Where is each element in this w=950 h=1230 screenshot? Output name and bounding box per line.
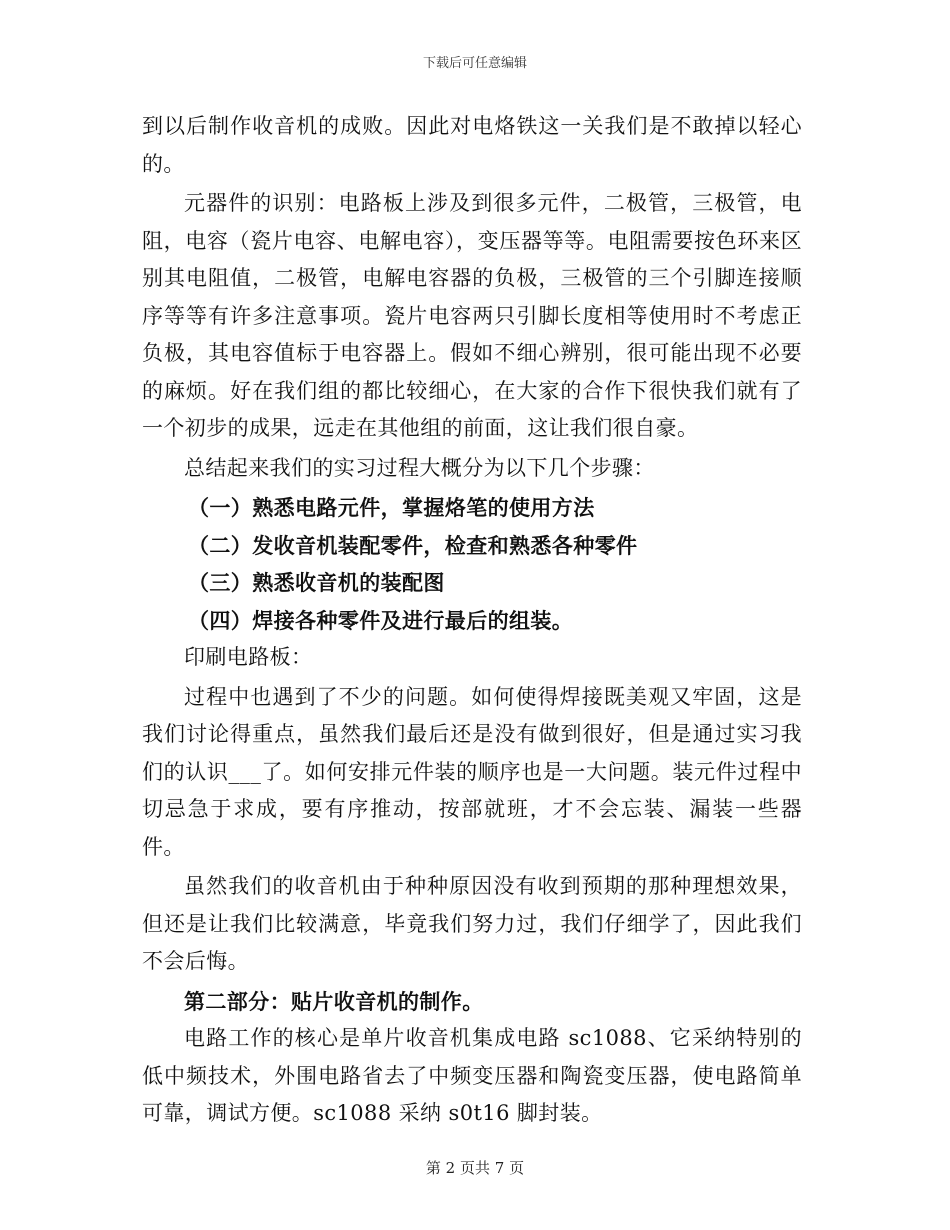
paragraph-conclusion: 虽然我们的收音机由于种种原因没有收到预期的那种理想效果，但还是让我们比较满意，毕竟我们努力过，我们仔细学了，因此我们不会后悔。 [142, 874, 802, 973]
paragraph-sc1088: 电路工作的核心是单片收音机集成电路 sc1088、它采纳特别的低中频技术，外围电路省去了中频变压器和陶瓷变压器，使电路简单可靠，调试方便。sc1088 采纳 s0t16 脚封装。 [142, 1026, 802, 1125]
step-3: （三）熟悉收音机的装配图 [188, 570, 445, 595]
paragraph-component-identification: 元器件的识别：电路板上涉及到很多元件，二极管，三极管，电阻，电容（瓷片电容、电解电容），变压器等等。电阻需要按色环来区别其电阻值，二极管，电解电容器的负极，三极管的三个引脚连接顺序等等有许多注意事项。瓷片电容两只引脚长度相等使用时不考虑正负极，其电容值标于电容器上。假如不细心辨别，很可能出现不必要的麻烦。好在我们组的都比较细心，在大家的合作下很快我们就有了一个初步的成果，远走在其他组的前面，这让我们很自豪。 [142, 191, 802, 440]
document-body [142, 108, 802, 1135]
step-1: （一）熟悉电路元件，掌握烙笔的使用方法 [188, 495, 595, 520]
paragraph-1: 到以后制作收音机的成败。因此对电烙铁这一关我们是不敢掉以轻心的。 [142, 114, 802, 176]
paragraph-pcb-label: 印刷电路板： [184, 645, 313, 669]
section-heading-part-two: 第二部分：贴片收音机的制作。 [184, 988, 484, 1014]
paragraph-steps-intro: 总结起来我们的实习过程大概分为以下几个步骤： [184, 455, 655, 480]
paragraph-soldering-problems: 过程中也遇到了不少的问题。如何使得焊接既美观又牢固，这是我们讨论得重点，虽然我们最后还是没有做到很好，但是通过实习我们的认识___了。如何安排元件装的顺序也是一大问题。装元件过程中切忌急于求成，要有序推动，按部就班，才不会忘装、漏装一些器件。 [142, 684, 802, 859]
step-4: （四）焊接各种零件及进行最后的组装。 [188, 607, 574, 633]
page-footer: 第 2 页共 7 页 [425, 1159, 525, 1177]
page-header: 下载后可任意编辑 [422, 56, 527, 71]
step-2: （二）发收音机装配零件，检查和熟悉各种零件 [188, 532, 638, 558]
